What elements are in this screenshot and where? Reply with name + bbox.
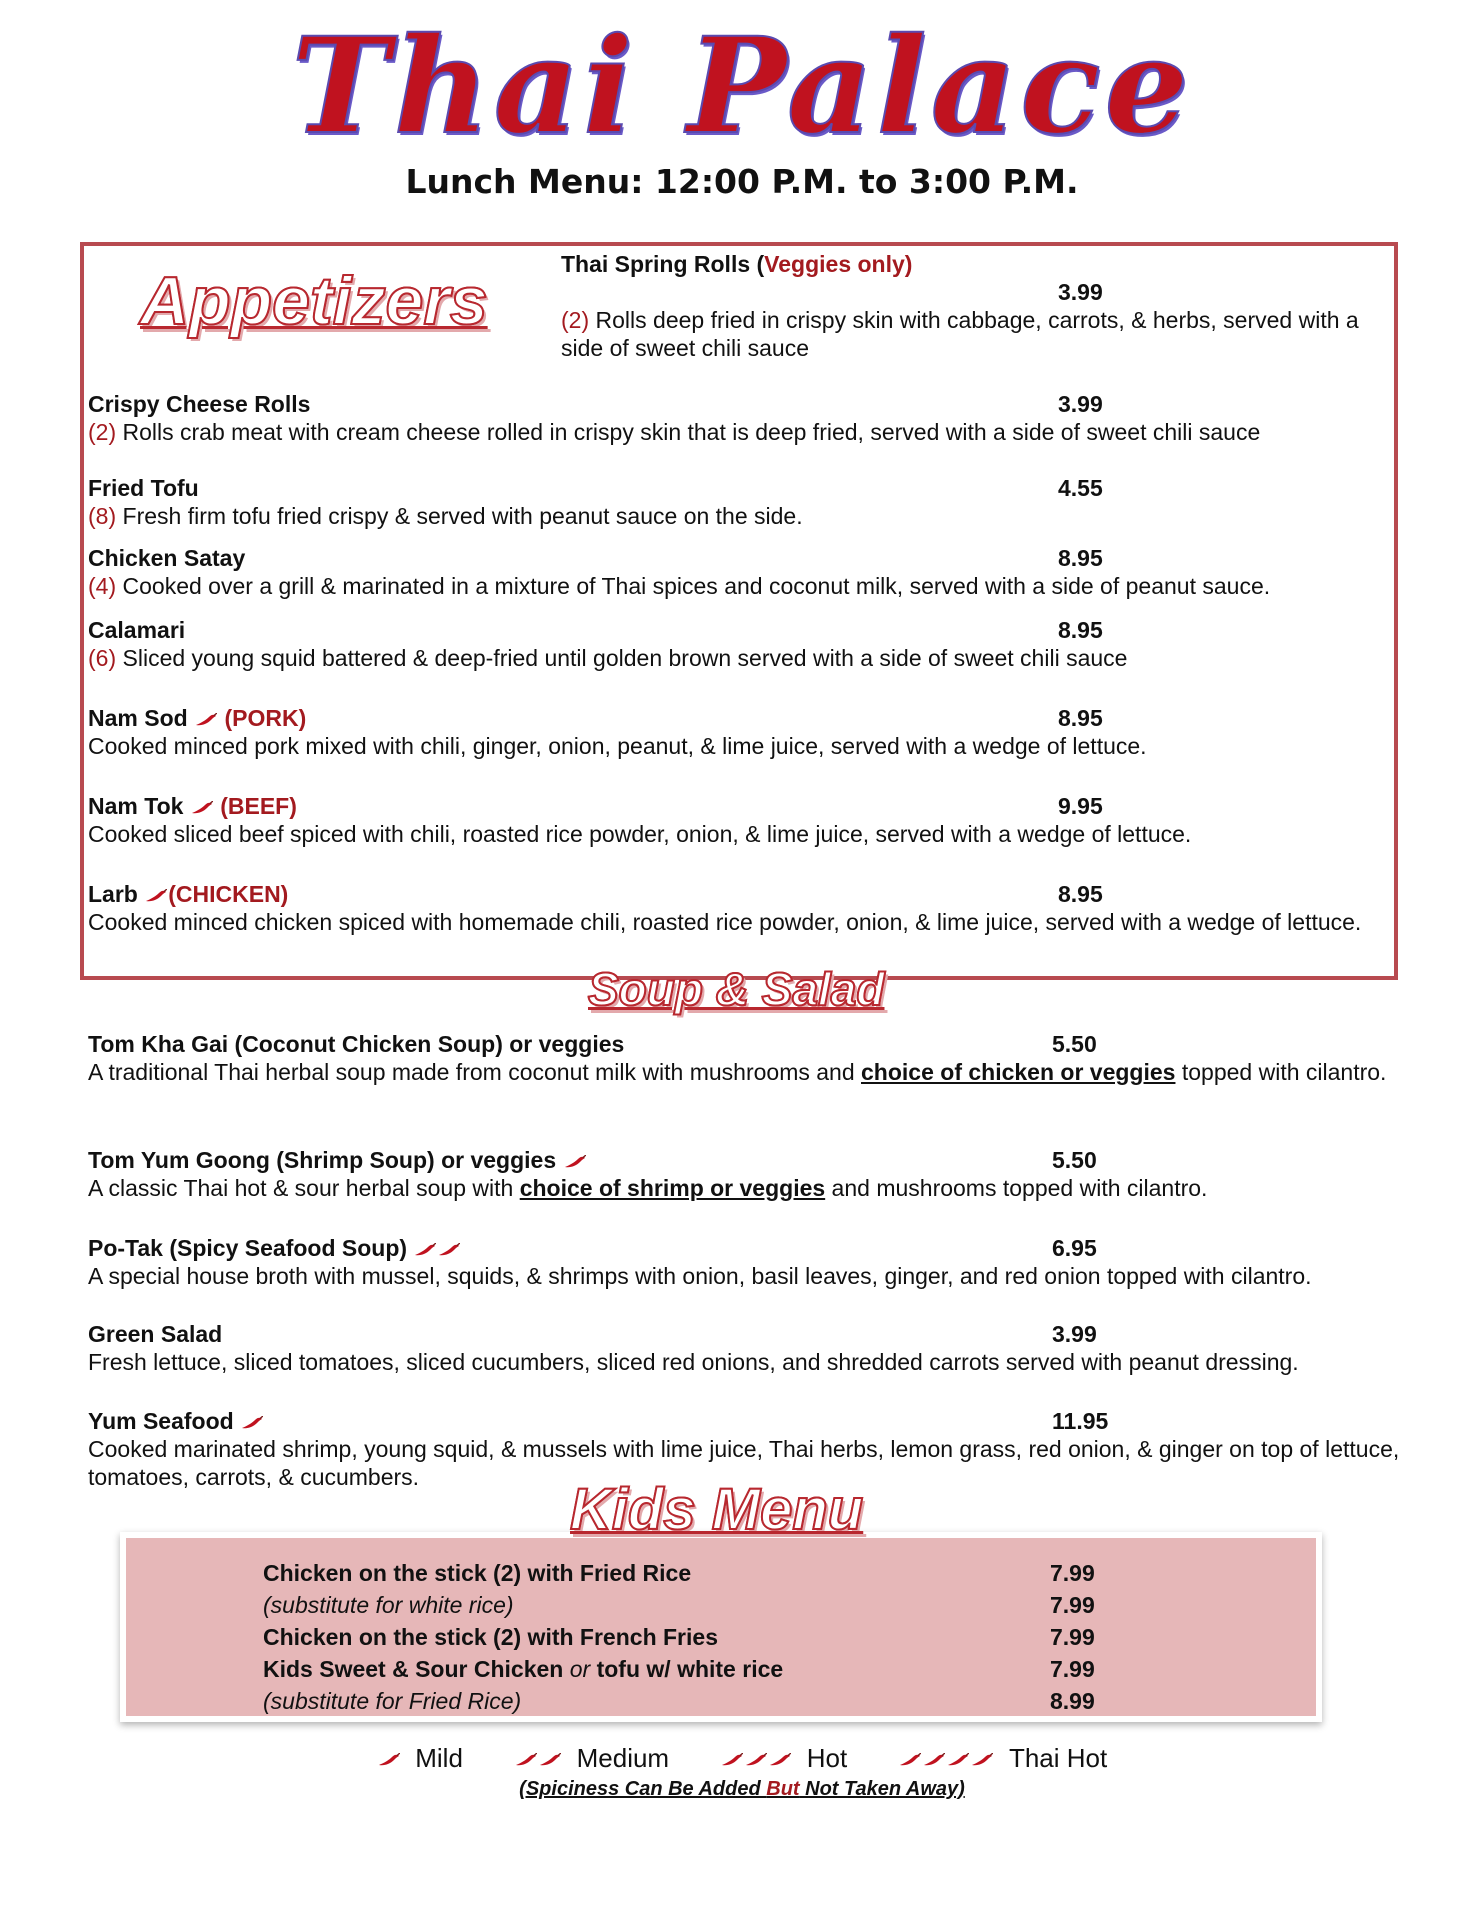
legend-hot [720, 1741, 847, 1775]
legend-medium [514, 1741, 669, 1775]
note-text-start: (Spiciness Can Be Added [519, 1778, 767, 1800]
restaurant-title: Thai Palace [291, 9, 1193, 164]
item-price: 4.55 [1058, 475, 1103, 501]
item-choice: choice of chicken or veggies [861, 1059, 1176, 1085]
chili-pepper-icon [195, 713, 217, 727]
kids-item [263, 1590, 1163, 1620]
legend-hot-label: Hot [806, 1743, 848, 1773]
menu-item-green-salad [88, 1320, 1408, 1376]
item-description-end: and mushrooms topped with cilantro. [825, 1175, 1208, 1201]
legend-mild [377, 1741, 463, 1775]
item-description: Cooked sliced beef spiced with chili, roasted rice powder, onion, & lime juice, served with a wedge of lettuce. [88, 821, 1192, 847]
item-price: 9.95 [1058, 793, 1103, 819]
item-price: 5.50 [1052, 1147, 1097, 1173]
chili-pepper-icon [769, 1753, 791, 1767]
chili-pepper-icon [539, 1753, 561, 1767]
legend-mild-label: Mild [415, 1743, 463, 1773]
kids-item [263, 1622, 1163, 1652]
item-name: Nam Tok [88, 793, 184, 819]
note-text-but: But [766, 1778, 800, 1800]
item-count: (4) [88, 573, 117, 599]
item-description: Cooked marinated shrimp, young squid, & mussels with lime juice, Thai herbs, lemon grass, red onion, & ginger on top of lettuce, tomatoes, carrots, & cucumbers. [88, 1436, 1400, 1490]
item-description: Cooked minced pork mixed with chili, ginger, onion, peanut, & lime juice, served with a wedge of lettuce. [88, 733, 1147, 759]
menu-item-crispy-cheese-rolls [88, 390, 1408, 446]
item-price: 8.95 [1058, 881, 1103, 907]
item-price: 6.95 [1052, 1235, 1097, 1261]
chili-pepper-icon [947, 1753, 969, 1767]
kids-item-price: 8.99 [1050, 1688, 1095, 1714]
kids-item-price: 7.99 [1050, 1592, 1095, 1618]
item-name: Chicken Satay [88, 545, 246, 571]
item-description: Fresh lettuce, sliced tomatoes, sliced cucumbers, sliced red onions, and shredded carrots served with peanut dressing. [88, 1349, 1299, 1375]
chili-pepper-icon [923, 1753, 945, 1767]
item-name: Po-Tak (Spicy Seafood Soup) [88, 1235, 408, 1261]
menu-item-po-tak [88, 1234, 1408, 1290]
chili-pepper-icon [971, 1753, 993, 1767]
item-description: Rolls deep fried in crispy skin with cabbage, carrots, & herbs, served with a side of sweet chili sauce [561, 307, 1359, 361]
item-price: 8.95 [1058, 545, 1103, 571]
spiciness-note [0, 1778, 1484, 1801]
menu-item-calamari [88, 616, 1408, 672]
item-count: (8) [88, 503, 117, 529]
chili-pepper-icon [745, 1753, 767, 1767]
item-description: Fresh firm tofu fried crispy & served with peanut sauce on the side. [116, 503, 803, 529]
chili-pepper-icon [378, 1753, 400, 1767]
kids-item-name: Chicken on the stick (2) with Fried Rice [263, 1560, 692, 1586]
menu-item-thai-spring-rolls [561, 250, 1391, 362]
item-name: Nam Sod [88, 705, 188, 731]
item-count: (2) [88, 419, 117, 445]
chili-pepper-icon [438, 1243, 460, 1257]
item-description: A special house broth with mussel, squids, & shrimps with onion, basil leaves, ginger, and red onion topped with cilantro. [88, 1263, 1312, 1289]
menu-item-fried-tofu [88, 474, 1408, 530]
item-description: Cooked over a grill & marinated in a mixture of Thai spices and coconut milk, served with a side of peanut sauce. [116, 573, 1271, 599]
item-price: 3.99 [1052, 1321, 1097, 1347]
item-count: (2) [561, 307, 590, 333]
kids-item-price: 7.99 [1050, 1560, 1095, 1586]
kids-item-name: Kids Sweet & Sour Chicken [263, 1656, 570, 1682]
item-price: 3.99 [1058, 391, 1103, 417]
kids-item-or: or [569, 1656, 591, 1682]
chili-pepper-icon [145, 889, 167, 903]
item-description: Cooked minced chicken spiced with homemade chili, roasted rice powder, onion, & lime juice, served with a wedge of lettuce. [88, 909, 1362, 935]
item-price: 5.50 [1052, 1031, 1097, 1057]
legend-medium-label: Medium [576, 1743, 670, 1773]
lunch-hours-subtitle: Lunch Menu: 12:00 P.M. to 3:00 P.M. [405, 162, 1079, 201]
item-description: A traditional Thai herbal soup made from coconut milk with mushrooms and [88, 1059, 862, 1085]
item-name: Green Salad [88, 1321, 223, 1347]
chili-pepper-icon [191, 801, 213, 815]
menu-item-nam-sod [88, 704, 1408, 760]
chili-pepper-icon [414, 1243, 436, 1257]
menu-item-chicken-satay [88, 544, 1408, 600]
note-text-end: Not Taken Away) [799, 1778, 965, 1800]
chili-pepper-icon [899, 1753, 921, 1767]
soup-salad-heading: Soup & Salad [588, 963, 885, 1015]
item-tag: (CHICKEN) [168, 881, 289, 907]
spice-legend [0, 1741, 1484, 1775]
menu-item-larb [88, 880, 1408, 936]
kids-menu-heading: Kids Menu [570, 1477, 864, 1542]
item-choice: choice of shrimp or veggies [519, 1175, 826, 1201]
kids-item-name: Chicken on the stick (2) with French Fries [263, 1624, 718, 1650]
kids-item-name: (substitute for white rice) [263, 1592, 514, 1618]
appetizers-heading: Appetizers [140, 263, 488, 339]
menu-item-nam-tok [88, 792, 1408, 848]
item-description: Rolls crab meat with cream cheese rolled in crispy skin that is deep fried, served with a side of sweet chili sauce [116, 419, 1261, 445]
legend-thai-hot-label: Thai Hot [1008, 1743, 1108, 1773]
chili-pepper-icon [564, 1155, 586, 1169]
item-name: Tom Yum Goong (Shrimp Soup) or veggies [88, 1147, 557, 1173]
kids-item-name: (substitute for Fried Rice) [263, 1688, 522, 1714]
item-description: Sliced young squid battered & deep-fried until golden brown served with a side of sweet chili sauce [116, 645, 1128, 671]
kids-item-name-alt: tofu w/ white rice [590, 1656, 784, 1682]
item-price: 8.95 [1058, 705, 1103, 731]
chili-pepper-icon [721, 1753, 743, 1767]
item-price: 8.95 [1058, 617, 1103, 643]
kids-item-price: 7.99 [1050, 1656, 1095, 1682]
legend-thai-hot [898, 1741, 1107, 1775]
chili-pepper-icon [515, 1753, 537, 1767]
menu-item-tom-kha-gai [88, 1030, 1408, 1086]
chili-pepper-icon [241, 1416, 263, 1430]
item-name: Yum Seafood [88, 1408, 234, 1434]
item-name: Tom Kha Gai (Coconut Chicken Soup) or veggies [88, 1031, 625, 1057]
item-name: Larb [88, 881, 138, 907]
kids-item-price: 7.99 [1050, 1624, 1095, 1650]
item-name: Fried Tofu [88, 475, 199, 501]
item-name: Crispy Cheese Rolls [88, 391, 311, 417]
item-price: 3.99 [1058, 279, 1103, 305]
kids-item [263, 1654, 1163, 1684]
item-name: Calamari [88, 617, 186, 643]
item-price: 11.95 [1052, 1408, 1109, 1434]
item-tag: (PORK) [224, 705, 307, 731]
item-name: Thai Spring Rolls ( [561, 251, 765, 277]
item-description: A classic Thai hot & sour herbal soup with [88, 1175, 520, 1201]
item-tag: Veggies only) [764, 251, 913, 277]
item-tag: (BEEF) [220, 793, 297, 819]
menu-item-tom-yum-goong [88, 1146, 1408, 1202]
item-count: (6) [88, 645, 117, 671]
kids-item [263, 1686, 1163, 1716]
kids-item [263, 1558, 1163, 1588]
item-description-end: topped with cilantro. [1175, 1059, 1387, 1085]
